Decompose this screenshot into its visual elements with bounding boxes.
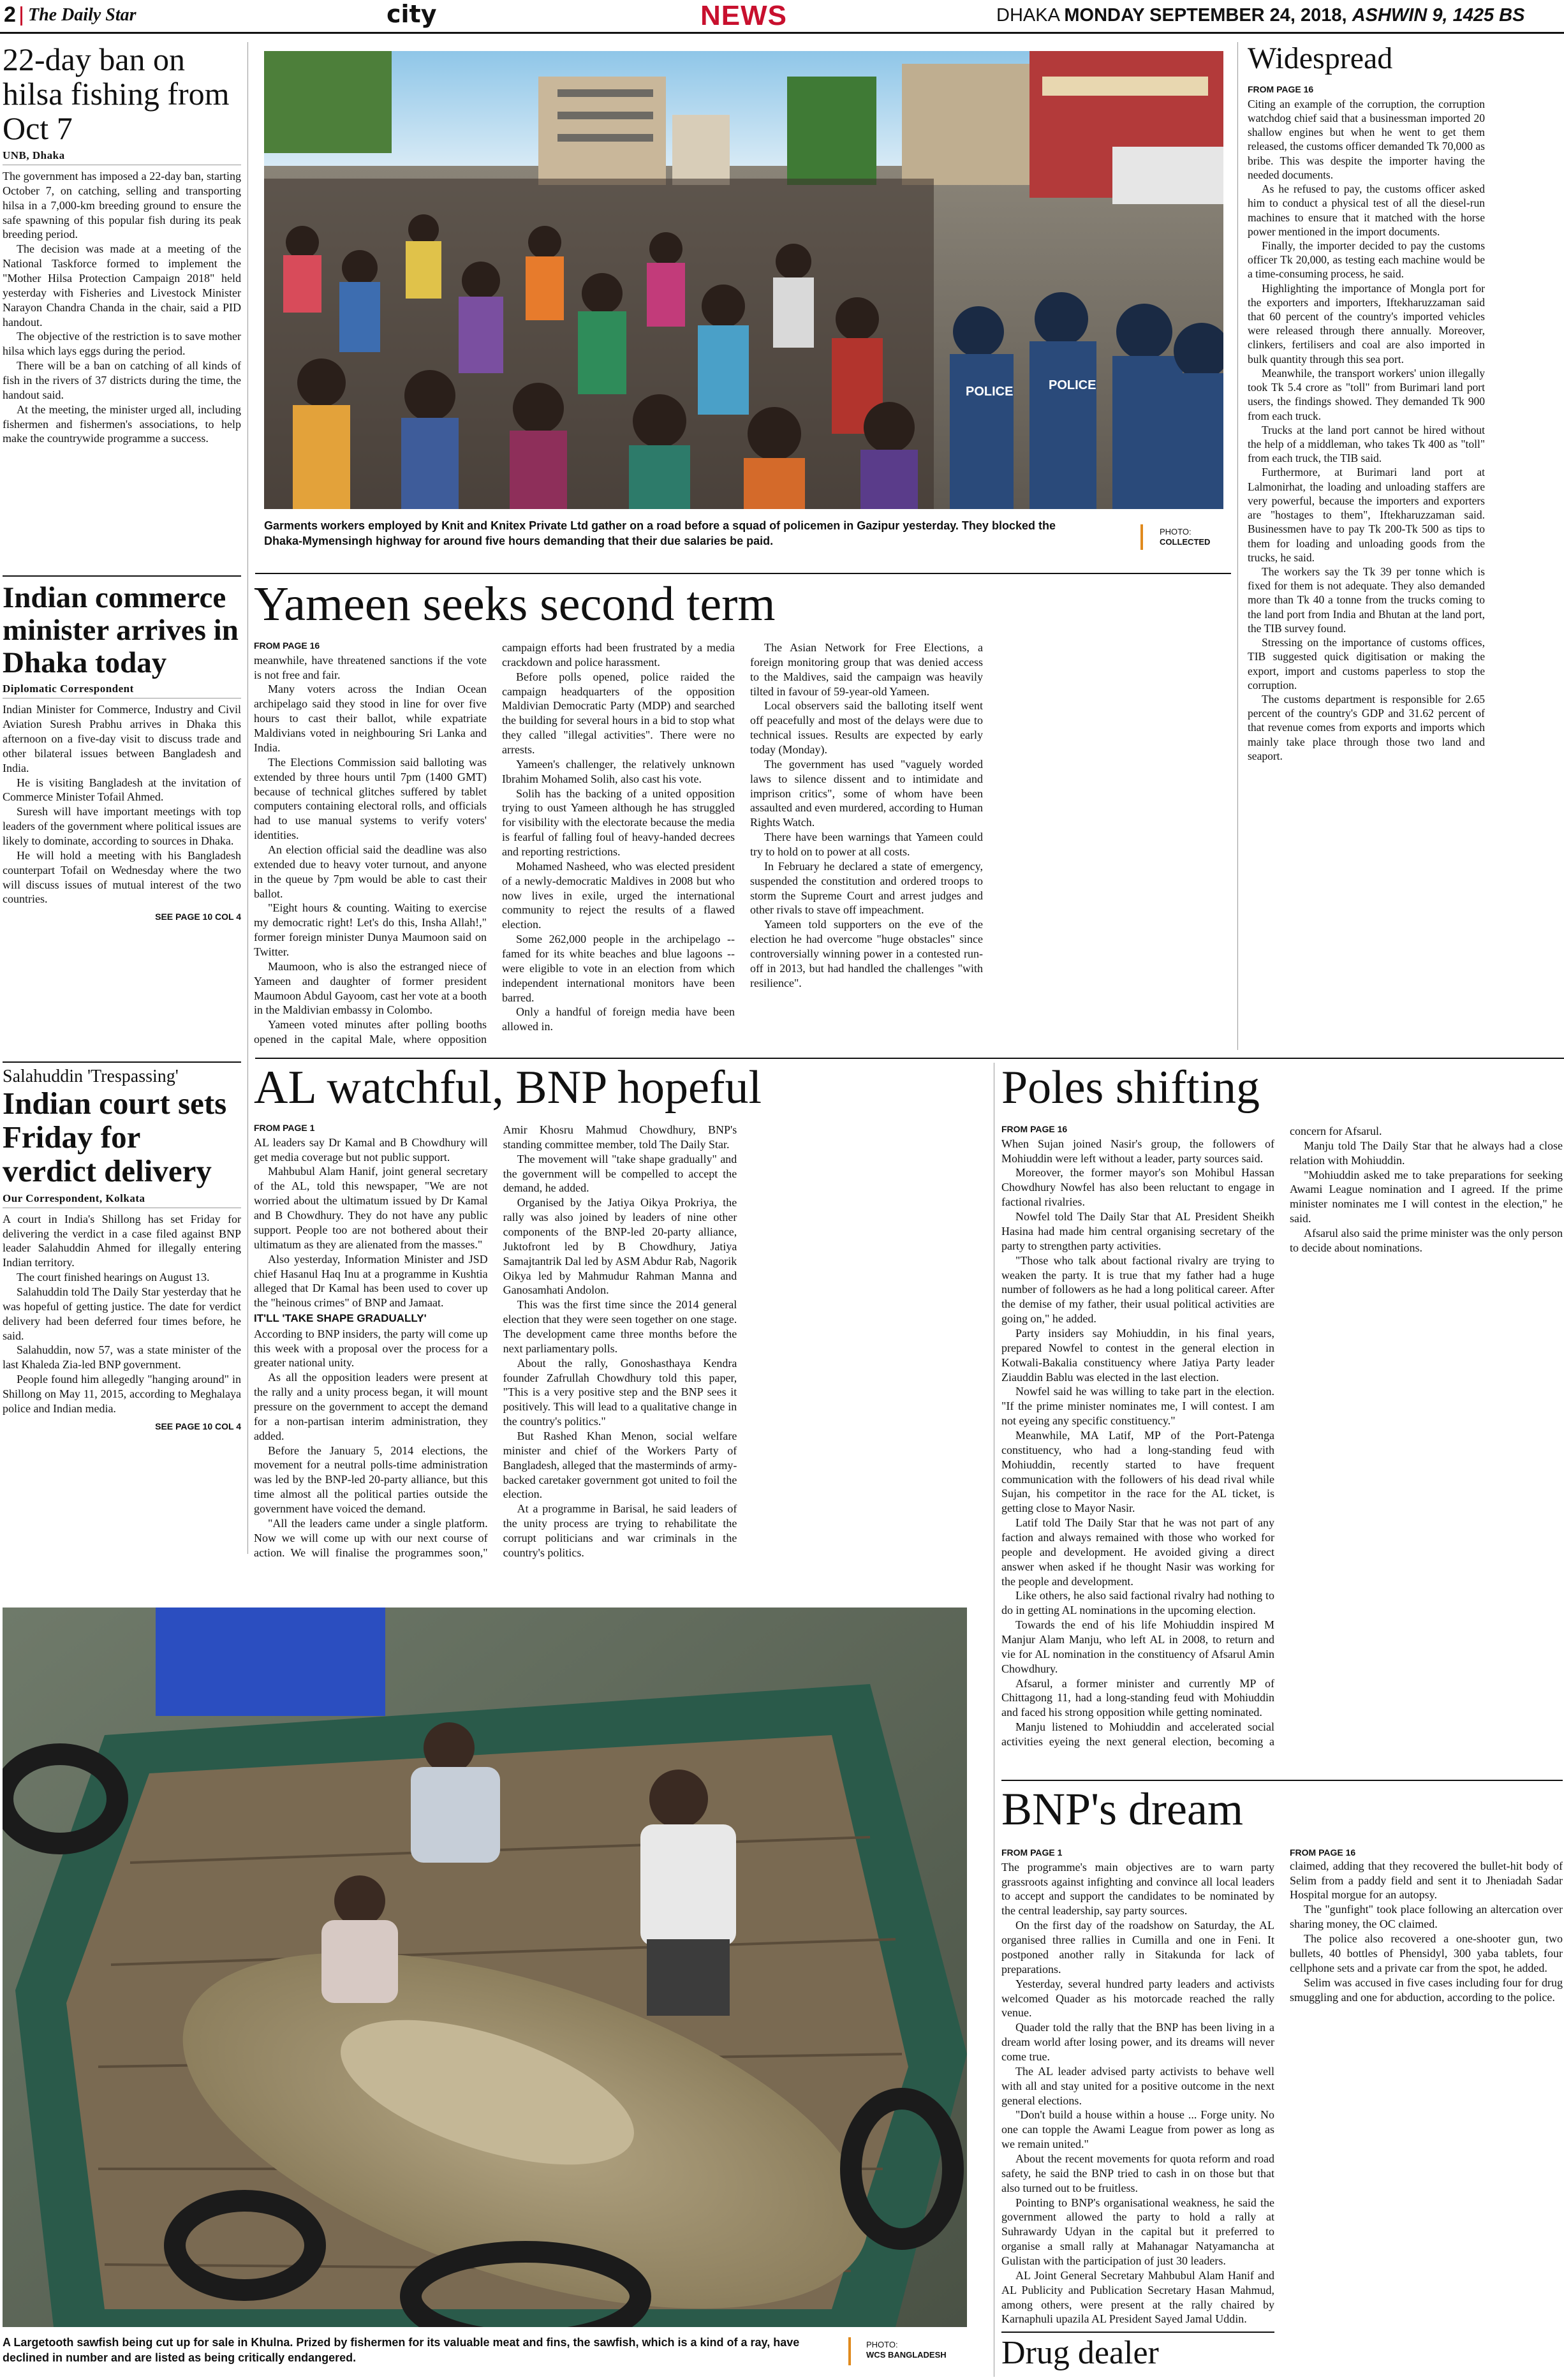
paragraph: AL leaders say Dr Kamal and B Chowdhury will get media coverage but not public support. [254, 1135, 488, 1164]
caption-accent-bar [1140, 524, 1143, 550]
dateline [996, 5, 1524, 26]
headline-widespread: Widespread [1248, 41, 1393, 75]
paragraph: The workers say the Tk 39 per tonne which is fixed for them is not adequate. They also demanded more than Tk 40 a tonne from the trucks coming to the land port from India and Bhutan at the land port, the TIB survey found. [1248, 565, 1485, 635]
crowd [264, 179, 934, 509]
paragraph: Meanwhile, MA Latif, MP of the Port-Patenga constituency, who had a long-standing feud with Mohiuddin, recently started to have frequent communication with the followers of his dead rival while Sujan, his competitor in the race for the AL ticket, is getting close to Mayor Nasir. [1001, 1428, 1274, 1515]
paragraph: Some 262,000 people in the archipelago -- famed for its white beaches and blue lagoons -- were eligible to vote in an election from which independent international monitors have been barred. [502, 933, 735, 1004]
paragraph: He is visiting Bangladesh at the invitation of Commerce Minister Tofail Ahmed. [3, 776, 241, 804]
from-page-al: FROM PAGE 1 [254, 1123, 315, 1133]
paragraph: Yameen voted minutes after polling booths opened in the capital Male, where opposition campaign efforts had been frustrated by a media crackdown and police harassment. [254, 641, 735, 1046]
byline-india: Diplomatic Correspondent [3, 683, 241, 698]
top-photo [264, 51, 1223, 509]
story-court [3, 1067, 241, 1431]
from-page-poles: FROM PAGE 16 [1001, 1124, 1068, 1134]
headline-drug: Drug dealer [1001, 2335, 1159, 2372]
paragraph: This was the first time since the 2014 general election that they were seen together on one stage. The development came three months before the next parliamentary polls. [503, 1298, 737, 1355]
top-photo-credit [1160, 527, 1223, 547]
from-page-drug: FROM PAGE 16 [1290, 1847, 1356, 1858]
paragraph: "Don't build a house within a house ... Forge unity. No one can topple the Awami League from power as long as we remain united." [1001, 2108, 1274, 2151]
see-page-court[interactable]: SEE PAGE 10 COL 4 [155, 1421, 241, 1431]
body-hilsa [3, 169, 241, 446]
page-number: 2 [4, 3, 16, 27]
paragraph: Salahuddin, now 57, was a state minister of the last Khaleda Zia-led BNP government. [3, 1343, 241, 1371]
paragraph: Manju told The Daily Star that he always had a close relation with Mohiuddin. [1290, 1139, 1563, 1167]
header-rule [0, 32, 1564, 34]
paragraph: Stressing on the importance of customs offices, TIB suggested quick digitisation or making the export, import and customs paperless to stop the corruption. [1248, 636, 1485, 691]
paragraph: There will be a ban on catching of all kinds of fish in the rivers of 37 districts during the time, the handout said. [3, 359, 241, 401]
paragraph: "Those who talk about factional rivalry are trying to weaken the party. It is true that my father had a huge number of followers as he had a long political career. After the demise of my father, their usual political activities are going on," he added. [1001, 1253, 1274, 1326]
paragraph: Many voters across the Indian Ocean archipelago said they stood in line for over five hours to cast their ballot, while expatriate Maldivians voted in neighbouring Sri Lanka and India. [254, 683, 487, 754]
divider-mid [255, 1058, 1564, 1059]
paragraph: Quader told the rally that the BNP has been living in a dream world after losing power, and its dreams will never come true. [1001, 2021, 1274, 2063]
dateline-city: DHAKA [996, 5, 1059, 26]
from-page-widespread: FROM PAGE 16 [1248, 84, 1314, 94]
column-rule-left [247, 42, 248, 1554]
credit-source: COLLECTED [1160, 536, 1211, 547]
headline-india: Indian commerce minister arrives in Dhaka today [3, 581, 239, 679]
bottom-photo-caption: A Largetooth sawfish being cut up for sale in Khulna. Prized by fishermen for its valuable meat and fins, the sawfish, which is a kind of a ray, have declined in number and are listed as being critically endangered. [3, 2336, 800, 2365]
kicker-court: Salahuddin 'Trespassing' [3, 1067, 179, 1086]
paragraph: There have been warnings that Yameen could try to hold on to power at all costs. [750, 831, 983, 859]
paragraph: Yameen told supporters on the eve of the election he had overcome "huge obstacles" since controversially winning power in a contested run-off in 2013, but had handled the challenges "with resilience". [750, 918, 983, 989]
paragraph: At the meeting, the minister urged all, including fishermen and fishermen's associations, to help make the countrywide programme a success. [3, 403, 241, 445]
subhead-al: IT'LL 'TAKE SHAPE GRADUALLY' [254, 1312, 427, 1325]
paragraph: Selim was accused in five cases including four for drug smuggling and one for abduction, according to the police. [1290, 1976, 1563, 2004]
paragraph: But Rashed Khan Menon, social welfare minister and chief of the Workers Party of Bangladesh, alleged that the masterminds of army-backed caretaker government got united to foil the election. [503, 1430, 737, 1501]
caption-accent-bar [848, 2337, 851, 2365]
bottom-photo [3, 1608, 967, 2327]
paragraph: Organised by the Jatiya Oikya Prokriya, the rally was also joined by leaders of nine other components of the BNP-led 20-party alliance, Juktofront led by B Chowdhury, Jatiya Samajtantrik Dal led by ASM Abdur Rab, Nagorik Oikya led by Mahmudur Rahman Manna and Ganosamhati Andolon. [503, 1196, 737, 1297]
story-india [3, 582, 241, 922]
dateline-bangla: ASHWIN 9, 1425 BS [1352, 5, 1525, 26]
body-bnp [1001, 1847, 1563, 2372]
paragraph: Only a handful of foreign media have been allowed in. [502, 1005, 735, 1033]
paragraph: The police also recovered a one-shooter gun, two bullets, 40 bottles of Phensidyl, 300 yaba tablets, four cellphone sets and a private car from the spot, he added. [1290, 1932, 1563, 1974]
bottom-photo-credit [866, 2340, 968, 2360]
paragraph: Maumoon, who is also the estranged niece of Yameen and daughter of former president Maumoon Abdul Gayoom, cast her vote at a booth in the Maldivian embassy in Colombo. [254, 959, 487, 1017]
paragraph: Finally, the importer decided to pay the customs officer Tk 20,000, as testing each machine would be a time-consuming process, he said. [1248, 239, 1485, 281]
paragraph: meanwhile, have threatened sanctions if the vote is not free and fair. [254, 653, 487, 681]
headline-bnp: BNP's dream [1001, 1784, 1243, 1835]
byline-court: Our Correspondent, Kolkata [3, 1192, 241, 1208]
paragraph: Nowfel told The Daily Star that AL President Sheikh Hasina had made him central organising secretary of the party to strengthen party activities. [1001, 1210, 1274, 1252]
paragraph: Citing an example of the corruption, the corruption watchdog chief said that a businessman imported 20 shallow engines but when he went to get them released, the customs officer demanded Tk 70,000 as bribe. This was despite the importer having the needed documents. [1248, 97, 1485, 181]
from-page-bnp: FROM PAGE 1 [1001, 1847, 1063, 1858]
paragraph: According to BNP insiders, the party will come up this week with a proposal over the process for a greater national unity. [254, 1327, 488, 1370]
paragraph: Yameen's challenger, the relatively unknown Ibrahim Mohamed Solih, also cast his vote. [502, 757, 735, 785]
paragraph: The AL leader advised party activists to behave well with all and stay united for a positive outcome in the next general elections. [1001, 2064, 1274, 2107]
paragraph: As he refused to pay, the customs officer asked him to conduct a physical test of all the diesel-run machines to ensure that it matched with the horse power mentioned in the import documents. [1248, 182, 1485, 238]
paragraph: Solih has the backing of a united opposition trying to oust Yameen although he has struggled for visibility with the electorate because the media is fearful of falling foul of heavy-handed decrees and reporting restrictions. [502, 787, 735, 859]
dateline-date: MONDAY SEPTEMBER 24, 2018, [1064, 5, 1347, 26]
paragraph: "All the leaders came under a single platform. Now we will come up with our next course of action. We will finalise the programmes soon," Amir Khosru Mahmud Chowdhury, BNP's standing committee member, told The Daily Star. [254, 1123, 737, 1559]
paragraph: The court finished hearings on August 13. [17, 1271, 210, 1284]
see-page-india[interactable]: SEE PAGE 10 COL 4 [155, 912, 241, 922]
paragraph: Before the January 5, 2014 elections, the movement for a neutral polls-time administration was led by the BNP-led 20-party alliance, but this time almost all the political parties outside the government have voiced the demand. [254, 1444, 488, 1515]
body-court [3, 1212, 241, 1416]
paragraph: The "gunfight" took place following an altercation over sharing money, the OC claimed. [1290, 1903, 1563, 1931]
paragraph: The objective of the restriction is to save mother hilsa which lays eggs during the period. [3, 330, 241, 358]
section-news: NEWS [700, 0, 787, 31]
paragraph: The Elections Commission said balloting was extended by three hours until 7pm (1400 GMT) because of technical glitches suffered by tablet computers containing electoral rolls, and officials had to use manual systems to verify voters' identities. [254, 755, 487, 842]
paragraph: An election official said the deadline was also extended due to heavy voter turnout, and anyone in the queue by 7pm would be able to cast their ballot. [254, 843, 487, 900]
paragraph: About the rally, Gonoshasthaya Kendra founder Zafrullah Chowdhury told this paper, "This is a very positive step and the BNP sees it positively. This will lead to a qualitative change in the country's politics." [503, 1356, 737, 1428]
headline-hilsa: 22-day ban on hilsa fishing from Oct 7 [3, 41, 230, 146]
paragraph: In February he declared a state of emergency, suspended the constitution and ordered troops to storm the Supreme Court and arrest judges and other rivals to stave off impeachment. [750, 859, 983, 917]
body-poles [1001, 1124, 1563, 1762]
crates [156, 1608, 385, 1716]
paragraph: Furthermore, at Burimari land port at Lalmonirhat, the loading and unloading staffers are very powerful, because the importers and exporters are "hostages to them", Iftekharuzzaman said. Businessmen have to pay Tk 200-Tk 500 as tips to them for loading and unloading goods from the trucks, he said. [1248, 466, 1485, 564]
paragraph: The government has imposed a 22-day ban, starting October 7, on catching, selling and transporting hilsa in a 7,000-km breeding ground to ensure the safe spawning of this popular fish during its peak breeding period. [3, 170, 241, 241]
paragraph: Yesterday, several hundred party leaders and activists welcomed Quader as his motorcade reached the rally venue. [1001, 1977, 1274, 2020]
paragraph: Also yesterday, Information Minister and JSD chief Hasanul Haq Inu at a programme in Kushtia alleged that Dr Kamal has been used to cover up the "heinous crimes" of BNP and Jamaat. [254, 1252, 488, 1310]
paragraph: Party insiders say Mohiuddin, in his final years, prepared Nowfel to contest in the general election in Kotwali-Bakalia constituency where Jatiya Party leader Ziauddin Bablu was elected in the last election. [1001, 1326, 1274, 1384]
paragraph: Mohamed Nasheed, who was elected president of a newly-democratic Maldives in 2008 but who now lives in exile, urged the international community to reject the results of a flawed election. [502, 859, 735, 931]
paragraph: Nowfel said he was willing to take part in the election. "If the prime minister nominates me, I will contest. I am not eyeing any specific constituency." [1001, 1385, 1274, 1428]
headline-poles: Poles shifting [1001, 1061, 1260, 1114]
paragraph: Like others, he also said factional rivalry had nothing to do in getting AL nominations in the upcoming election. [1001, 1589, 1274, 1617]
paragraph: The decision was made at a meeting of the National Taskforce formed to implement the "Mother Hilsa Protection Campaign 2018" held yesterday with Fisheries and Livestock Minister Narayon Chandra Chanda in the chair, said a PID handout. [3, 242, 241, 329]
paragraph: Afsarul, a former minister and currently MP of Chittagong 11, had a long-standing feud with Mohiuddin and faced his strong opposition while getting nominated. [1001, 1676, 1274, 1719]
paragraph: People found him allegedly "hanging around" in Shillong on May 11, 2015, according to Meghalaya police and Indian media. [3, 1373, 241, 1415]
paragraph: Latif told The Daily Star that he was not part of any faction and always remained with those who worked for people and development. He avoided giving a direct answer when asked if he thought Nasir was working for the people and development. [1001, 1516, 1274, 1588]
headline-al: AL watchful, BNP hopeful [254, 1061, 762, 1114]
paragraph: When Sujan joined Nasir's group, the followers of Mohiuddin were left without a leader, party sources said. [1001, 1137, 1274, 1165]
section-city: city [387, 0, 437, 28]
body-widespread [1248, 84, 1485, 763]
paragraph: Indian Minister for Commerce, Industry and Civil Aviation Suresh Prabhu arrives in Dhaka this afternoon on a five-day visit to discuss trade and other bilateral issues between Bangladesh and India. [3, 703, 241, 774]
body-india [3, 702, 241, 906]
paragraph: Afsarul also said the prime minister was the only person to decide about nominations. [1290, 1227, 1563, 1254]
paragraph: As all the opposition leaders were present at the rally and a unity process began, it will mount pressure on the government to accept the demand for a non-partisan interim administration, they added. [254, 1371, 488, 1442]
paragraph: The programme's main objectives are to warn party grassroots against infighting and convince all local leaders to accept and support the candidates to be nominated by the central leadership, say party sources. [1001, 1860, 1274, 1918]
top-photo-caption: Garments workers employed by Knit and Knitex Private Ltd gather on a road before a squad of policemen in Gazipur yesterday. They blocked the Dhaka-Mymensingh highway for around five hours demanding that their due salaries be paid. [264, 519, 1056, 548]
credit-label: PHOTO: [866, 2340, 898, 2349]
byline-hilsa: UNB, Dhaka [3, 149, 241, 165]
body-yameen [254, 640, 1231, 1049]
divider-left-1 [3, 575, 241, 577]
paragraph: "Mohiuddin asked me to take preparations for seeking Awami League nomination and I agreed. If the prime minister nominates me I will contest in the election," he said. [1290, 1168, 1563, 1225]
paragraph: At a programme in Barisal, he said leaders of the unity process are trying to rehabilitate the corrupt politicians and war criminals in the country's politics. [503, 1502, 737, 1559]
paragraph: The government has used "vaguely worded laws to silence dissent and to intimidate and imprison critics", some of whom have been assaulted and even murdered, according to Human Rights Watch. [750, 757, 983, 829]
paragraph: The movement will "take shape gradually" and the government will be compelled to accept the demand, he added. [503, 1152, 737, 1195]
headline-court: Indian court sets Friday for verdict delivery [3, 1086, 227, 1188]
paragraph: Local observers said the balloting itself went off peacefully and most of the delays were due to technical issues. Results are expected by early today (Monday). [750, 699, 983, 757]
paragraph: A court in India's Shillong has set Friday for delivering the verdict in a case filed against BNP leader Salahuddin Ahmed for illegally entering Indian territory. [3, 1212, 241, 1269]
protest-photo [264, 51, 1223, 509]
body-al [254, 1123, 986, 1569]
paragraph: AL Joint General Secretary Mahbubul Alam Hanif and AL Publicity and Publication Secretary Hasan Mahmud, among others, were present at the rally chaired by Karnaphuli upazila AL President Sayed Jamal Uddin. [1001, 2268, 1274, 2326]
divider-left-2 [3, 1061, 241, 1063]
paragraph: About the recent movements for quota reform and road safety, he said the BNP tried to cash in on those but that also turned out to be fruitless. [1001, 2152, 1274, 2194]
paragraph: On the first day of the roadshow on Saturday, the AL organised three rallies in Cumilla and one in Feni. It postponed another rally in Sitakunda for lack of preparations. [1001, 1919, 1274, 1976]
headline-yameen: Yameen seeks second term [254, 577, 776, 631]
paragraph: Trucks at the land port cannot be hired without the help of a middleman, who takes Tk 400 as "toll" from each truck, the TIB said. [1248, 423, 1485, 465]
paragraph: Meanwhile, the transport workers' union illegally took Tk 5.4 crore as "toll" from Burimari land port users, the findings showed. They demanded Tk 900 from each truck. [1248, 366, 1485, 422]
from-page-yameen: FROM PAGE 16 [254, 640, 320, 651]
paragraph: Before polls opened, police raided the campaign headquarters of the opposition Maldivian Democratic Party (MDP) and searched the building for several hours in a bid to stop what they called "illegal activities". There were no arrests. [502, 670, 735, 757]
divider-yameen-top [255, 573, 1231, 574]
police-vest-text: POLICE [1049, 378, 1096, 392]
credit-label: PHOTO: [1160, 527, 1191, 536]
paragraph: Highlighting the importance of Mongla port for the exporters and importers, Iftekharuzzaman said that 60 percent of the country's imported vehicles were released through there annually. Moreover, clinkers, fertilisers and coal are also imported in bulk quantity through this sea port. [1248, 281, 1485, 366]
paragraph: The customs department is responsible for 2.65 percent of the country's GDP and 31.62 percent of that revenue comes from exports and imports which mainly take place through those two land and seaport. [1248, 692, 1485, 762]
police-vest-text: POLICE [966, 385, 1014, 399]
paragraph: Salahuddin told The Daily Star yesterday that he was hopeful of getting justice. The date for verdict delivery had been deferred four times before, he said. [3, 1285, 241, 1342]
story-hilsa [3, 42, 241, 446]
paragraph: Pointing to BNP's organisational weakness, he said the government allowed the party to hold a rally at Suhrawardy Udyan in the capital but it preferred to organise a small rally at Mahanagar Natyamancha at Gulistan with the participation of just 30 leaders. [1001, 2196, 1274, 2267]
paragraph: The Asian Network for Free Elections, a foreign monitoring group that was denied access to the Maldives, said the campaign was heavily tilted in favour of 59-year-old Yameen. [750, 641, 983, 698]
sawfish-photo [3, 1608, 967, 2327]
credit-source: WCS BANGLADESH [866, 2349, 947, 2360]
paragraph: Moreover, the former mayor's son Mohibul Hassan Chowdhury Nowfel has also been reluctant to engage in factional rivalries. [1001, 1166, 1274, 1209]
paragraph: claimed, adding that they recovered the bullet-hit body of Selim from a paddy field and sent it to Jheniadah Sadar Hospital morgue for an autopsy. [1290, 1859, 1563, 1902]
page-header [0, 0, 1564, 33]
paragraph: Suresh will have important meetings with top leaders of the government where political issues are likely to dominate, according to sources in Dhaka. [3, 805, 241, 847]
column-rule-right [1237, 42, 1238, 1050]
masthead-logo: The Daily Star [28, 5, 136, 25]
paragraph: Towards the end of his life Mohiuddin inspired M Manjur Alam Manju, who left AL in 2008, to return and vie for AL nomination in the constituency of Afsarul Amin Chowdhury. [1001, 1618, 1274, 1675]
header-divider-1 [20, 6, 22, 26]
paragraph: He will hold a meeting with his Bangladesh counterpart Tofail on Wednesday where the two will discuss issues of mutual interest of the two countries. [3, 848, 241, 906]
paragraph: Manju listened to Mohiuddin and accelerated social activities eyeing the next general election, becoming a concern for Afsarul. [1001, 1125, 1382, 1748]
paragraph: Mahbubul Alam Hanif, joint general secretary of the AL, told this newspaper, "We are not worried about the ultimatum issued by Dr Kamal and B Chowdhury. They do not have any public support. People too are not bothered about their ultimatum as they are alienated from the masses." [254, 1165, 488, 1251]
divider-bnp-top [1001, 1780, 1563, 1781]
paragraph: "Eight hours & counting. Waiting to exercise my democratic right! Let's do this, Insha Allah!," former foreign minister Dunya Maumoon said on Twitter. [254, 901, 487, 958]
